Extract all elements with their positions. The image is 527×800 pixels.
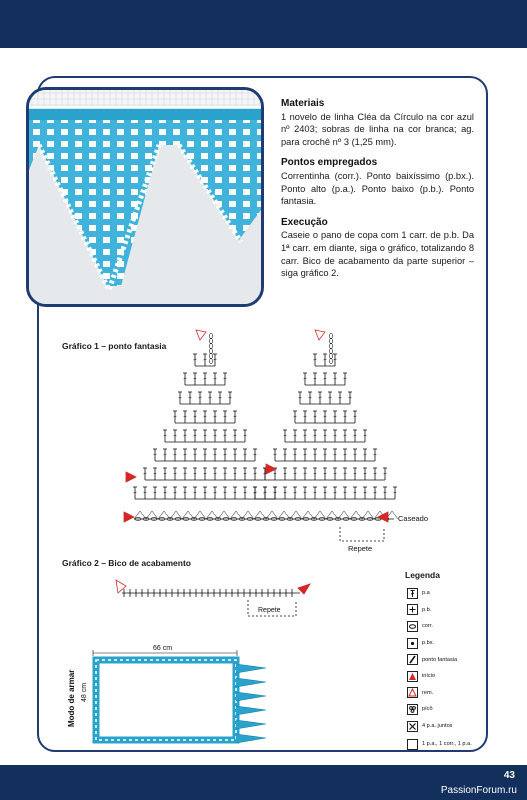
legend-item <box>407 668 477 685</box>
grafico1-repete-label: Repete <box>348 544 373 553</box>
grafico2-chart <box>116 580 310 616</box>
inicio-marker <box>126 472 136 482</box>
inicio-icon <box>407 671 418 682</box>
legend-label: p.bx. <box>422 640 435 647</box>
caseado-label: Caseado <box>398 514 429 523</box>
forum-watermark: PassionForum.ru <box>440 785 517 796</box>
legend-item <box>407 602 477 619</box>
grafico2-repete-label: Repete <box>258 607 281 614</box>
page-number: 43 <box>503 770 515 781</box>
materiais-body: 1 novelo de linha Cléa da Círculo na cor azul nº 2403; sobras de linha na cor branca; ag. para crochê nº 3 (1,25 mm). <box>281 111 474 147</box>
execucao-heading: Execução <box>281 216 328 228</box>
rem-marker <box>315 330 325 340</box>
p-b-icon <box>407 604 418 615</box>
four-p-a-juntos-icon <box>407 721 418 732</box>
width-label: 66 cm <box>153 645 173 652</box>
grafico1-chart <box>124 330 398 541</box>
execucao-body: Caseie o pano de copa com 1 carr. de p.b. Da 1ª carr. em diante, siga o gráfico, totalizando 8 carr. Bico de acabamento da parte superior – siga gráfico 2. <box>281 230 474 279</box>
modo-de-armar-diagram <box>93 650 266 743</box>
bottom-banner <box>0 765 527 800</box>
legend-label: ponto fantasia <box>422 656 458 663</box>
pontos-heading: Pontos empregados <box>281 157 378 169</box>
legend-item <box>407 618 477 635</box>
p-bx-icon <box>407 638 418 649</box>
legend-item <box>407 651 477 668</box>
legend-item <box>407 718 477 735</box>
legend-label: p.a <box>422 590 430 597</box>
legend-item <box>407 685 477 702</box>
legend-item <box>407 701 477 718</box>
pico-icon <box>407 704 418 715</box>
grafico1-title: Gráfico 1 – ponto fantasia <box>62 341 167 351</box>
corr-icon <box>407 621 418 632</box>
legend-label: corr. <box>422 623 433 630</box>
inicio-marker <box>124 512 134 522</box>
one-p-a-one-corr-icon <box>407 739 418 750</box>
rem-marker <box>196 330 206 340</box>
legend-item <box>407 635 477 652</box>
pontos-body: Correntinha (corr.). Ponto baixíssimo (p.bx.). Ponto alto (p.a.). Ponto baixo (p.b.). Ponto fantasia. <box>281 170 474 207</box>
legend-label: p.b. <box>422 606 432 613</box>
height-label: 48 cm <box>81 682 88 702</box>
legend-item <box>407 585 477 602</box>
materiais-heading: Materiais <box>281 98 325 109</box>
legend-label: pícô <box>422 706 433 713</box>
legend-label: início <box>422 673 436 680</box>
ponto-fantasia-icon <box>407 654 418 665</box>
inicio-marker <box>266 464 276 474</box>
legenda-title: Legenda <box>405 570 440 580</box>
modo-de-armar-label: Modo de armar <box>67 669 76 727</box>
legend-label: rem. <box>422 689 434 696</box>
rem-icon <box>407 687 418 698</box>
legend-label: 1 p.a., 1 corr., 1 p.a. <box>422 741 472 748</box>
legend-label: 4 p.a. juntos <box>422 723 453 730</box>
p-a-icon <box>407 588 418 599</box>
legenda-list <box>407 585 477 754</box>
legend-item <box>407 734 477 754</box>
grafico2-title: Gráfico 2 – Bico de acabamento <box>62 558 191 568</box>
